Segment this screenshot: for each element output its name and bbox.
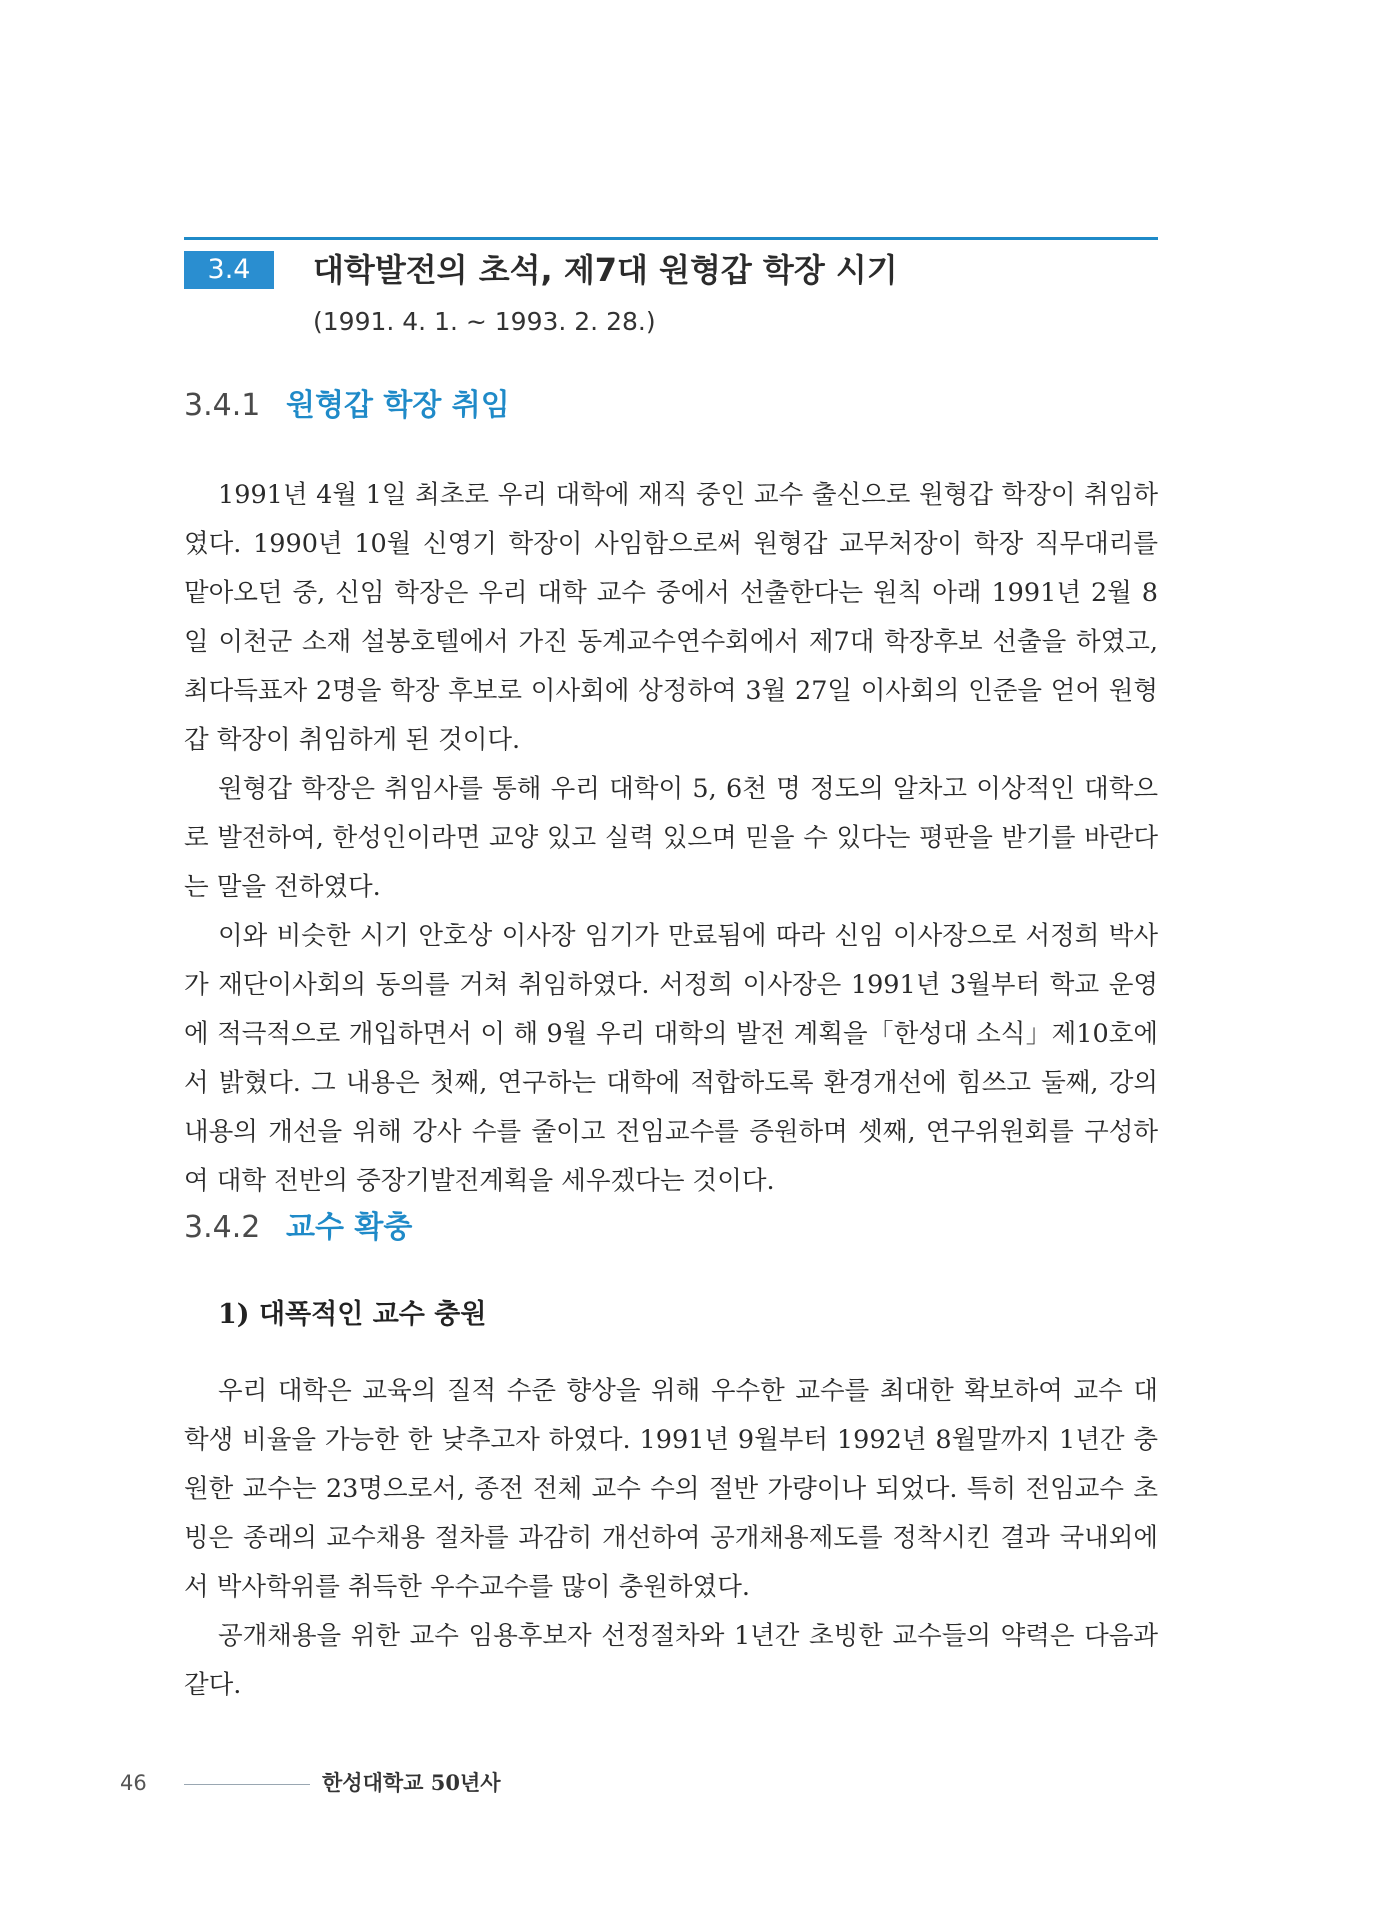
subsection-3-4-1-body [184, 471, 1158, 1206]
subsection-number: 3.4.1 [184, 388, 261, 423]
subsection-heading-3-4-2 [184, 1206, 412, 1250]
paragraph: 공개채용을 위한 교수 임용후보자 선정절차와 1년간 초빙한 교수들의 약력은 다음과 같다. [184, 1621, 1158, 1700]
footer-book-title: 한성대학교 50년사 [322, 1770, 501, 1795]
section-top-rule [184, 237, 1158, 240]
paragraph: 원형갑 학장은 취임사를 통해 우리 대학이 5, 6천 명 정도의 알차고 이상적인 대학으로 발전하여, 한성인이라면 교양 있고 실력 있으며 믿을 수 있다는 평판을 받기를 바란다는 말을 전하였다. [184, 774, 1158, 902]
section-period: (1991. 4. 1. ~ 1993. 2. 28.) [313, 307, 656, 336]
paragraph: 1991년 4월 1일 최초로 우리 대학에 재직 중인 교수 출신으로 원형갑 학장이 취임하였다. 1990년 10월 신영기 학장이 사임함으로써 원형갑 교무처장이 학장 직무대리를 맡아오던 중, 신임 학장은 우리 대학 교수 중에서 선출한다는 원칙 아래 1991년 2월 8일 이천군 소재 설봉호텔에서 가진 동계교수연수회에서 제7대 학장후보 선출을 하였고, 최다득표자 2명을 학장 후보로 이사회에 상정하여 3월 27일 이사회의 인준을 얻어 원형갑 학장이 취임하게 된 것이다. [184, 480, 1158, 755]
minor-heading: 1) 대폭적인 교수 충원 [218, 1299, 487, 1330]
subsection-title: 원형갑 학장 취임 [286, 388, 510, 423]
subsection-number: 3.4.2 [184, 1210, 261, 1245]
section-title: 대학발전의 초석, 제7대 원형갑 학장 시기 [313, 251, 898, 289]
subsection-3-4-2-body [184, 1367, 1158, 1710]
subsection-heading-3-4-1 [184, 384, 510, 428]
footer-rule [184, 1784, 310, 1785]
paragraph: 이와 비슷한 시기 안호상 이사장 임기가 만료됨에 따라 신임 이사장으로 서정희 박사가 재단이사회의 동의를 거쳐 취임하였다. 서정희 이사장은 1991년 3월부터 학교 운영에 적극적으로 개입하면서 이 해 9월 우리 대학의 발전 계획을「한성대 소식」제10호에서 밝혔다. 그 내용은 첫째, 연구하는 대학에 적합하도록 환경개선에 힘쓰고 둘째, 강의 내용의 개선을 위해 강사 수를 줄이고 전임교수를 증원하며 셋째, 연구위원회를 구성하여 대학 전반의 중장기발전계획을 세우겠다는 것이다. [184, 921, 1158, 1196]
subsection-title: 교수 확충 [286, 1210, 413, 1245]
section-number-badge: 3.4 [184, 251, 274, 289]
paragraph: 우리 대학은 교육의 질적 수준 향상을 위해 우수한 교수를 최대한 확보하여 교수 대 학생 비율을 가능한 한 낮추고자 하였다. 1991년 9월부터 1992년 8월말까지 1년간 충원한 교수는 23명으로서, 종전 전체 교수 수의 절반 가량이나 되었다. 특히 전임교수 초빙은 종래의 교수채용 절차를 과감히 개선하여 공개채용제도를 정착시킨 결과 국내외에서 박사학위를 취득한 우수교수를 많이 충원하였다. [184, 1376, 1158, 1602]
page-number: 46 [120, 1771, 147, 1795]
